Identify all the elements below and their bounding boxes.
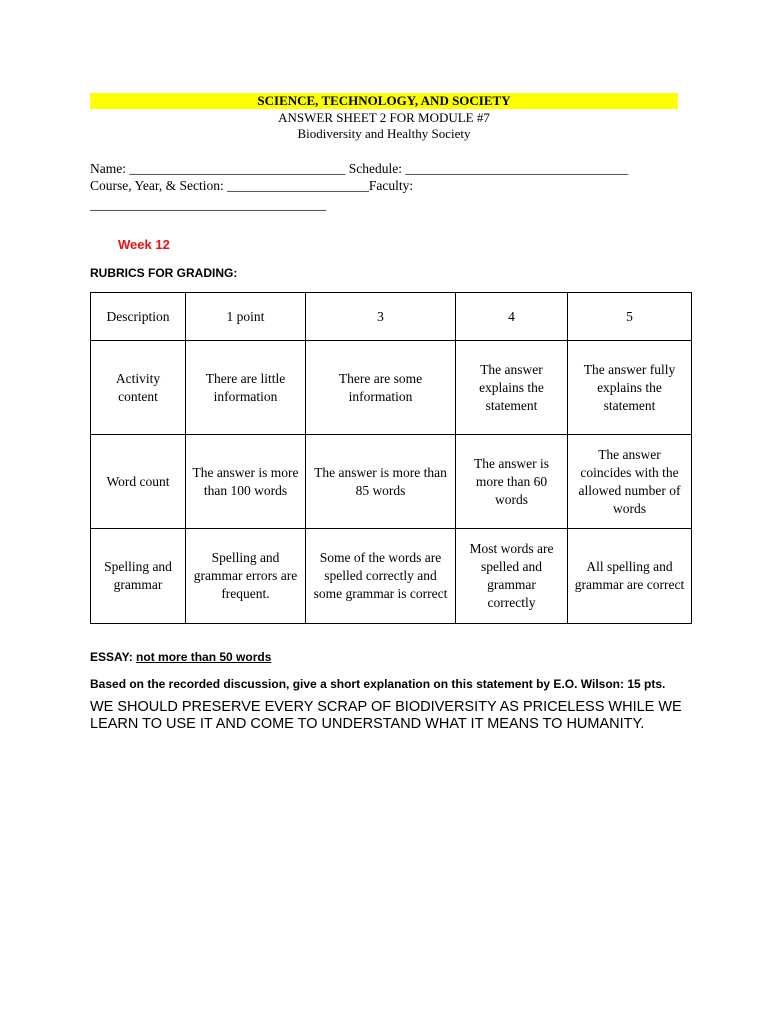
essay-instruction: Based on the recorded discussion, give a short explanation on this statement by E.O. Wilson: 15 pts. bbox=[90, 677, 666, 691]
essay-word-limit: not more than 50 words bbox=[136, 650, 272, 664]
table-cell: The answer is more than 60 words bbox=[456, 435, 568, 529]
table-cell: The answer explains the statement bbox=[456, 341, 568, 435]
table-cell: Some of the words are spelled correctly and some grammar is correct bbox=[306, 529, 456, 624]
header-4: 4 bbox=[456, 293, 568, 341]
table-row bbox=[91, 341, 692, 435]
table-cell: There are little information bbox=[186, 341, 306, 435]
document-subtitle: ANSWER SHEET 2 FOR MODULE #7 bbox=[278, 110, 490, 125]
header-1-point: 1 point bbox=[186, 293, 306, 341]
course-faculty-line: Course, Year, & Section: _____________________Faculty: bbox=[90, 178, 414, 193]
wilson-quote: WE SHOULD PRESERVE EVERY SCRAP OF BIODIVERSITY AS PRICELESS WHILE WE LEARN TO USE IT AND COME TO UNDERSTAND WHAT IT MEANS TO HUMANITY. bbox=[90, 699, 682, 732]
header-5: 5 bbox=[568, 293, 692, 341]
table-cell: The answer coincides with the allowed number of words bbox=[568, 435, 692, 529]
header-description: Description bbox=[91, 293, 186, 341]
table-cell: The answer is more than 100 words bbox=[186, 435, 306, 529]
table-cell: The answer is more than 85 words bbox=[306, 435, 456, 529]
header-3: 3 bbox=[306, 293, 456, 341]
row-description: Activity content bbox=[91, 341, 186, 435]
table-row bbox=[91, 435, 692, 529]
name-schedule-line: Name: ________________________________ Schedule: _________________________________ bbox=[90, 161, 629, 176]
essay-heading bbox=[90, 650, 271, 664]
rubric-table bbox=[90, 292, 692, 624]
faculty-blank-line: ___________________________________ bbox=[90, 197, 327, 212]
row-description: Spelling and grammar bbox=[91, 529, 186, 624]
row-description: Word count bbox=[91, 435, 186, 529]
week-label: Week 12 bbox=[118, 237, 170, 252]
rubric-header-row bbox=[91, 293, 692, 341]
rubrics-heading: RUBRICS FOR GRADING: bbox=[90, 266, 238, 280]
essay-label: ESSAY: bbox=[90, 650, 133, 664]
table-row bbox=[91, 529, 692, 624]
table-cell: There are some information bbox=[306, 341, 456, 435]
document-topic: Biodiversity and Healthy Society bbox=[297, 126, 471, 141]
table-cell: Most words are spelled and grammar correctly bbox=[456, 529, 568, 624]
table-cell: All spelling and grammar are correct bbox=[568, 529, 692, 624]
document-title: SCIENCE, TECHNOLOGY, AND SOCIETY bbox=[90, 93, 678, 109]
table-cell: The answer fully explains the statement bbox=[568, 341, 692, 435]
table-cell: Spelling and grammar errors are frequent. bbox=[186, 529, 306, 624]
